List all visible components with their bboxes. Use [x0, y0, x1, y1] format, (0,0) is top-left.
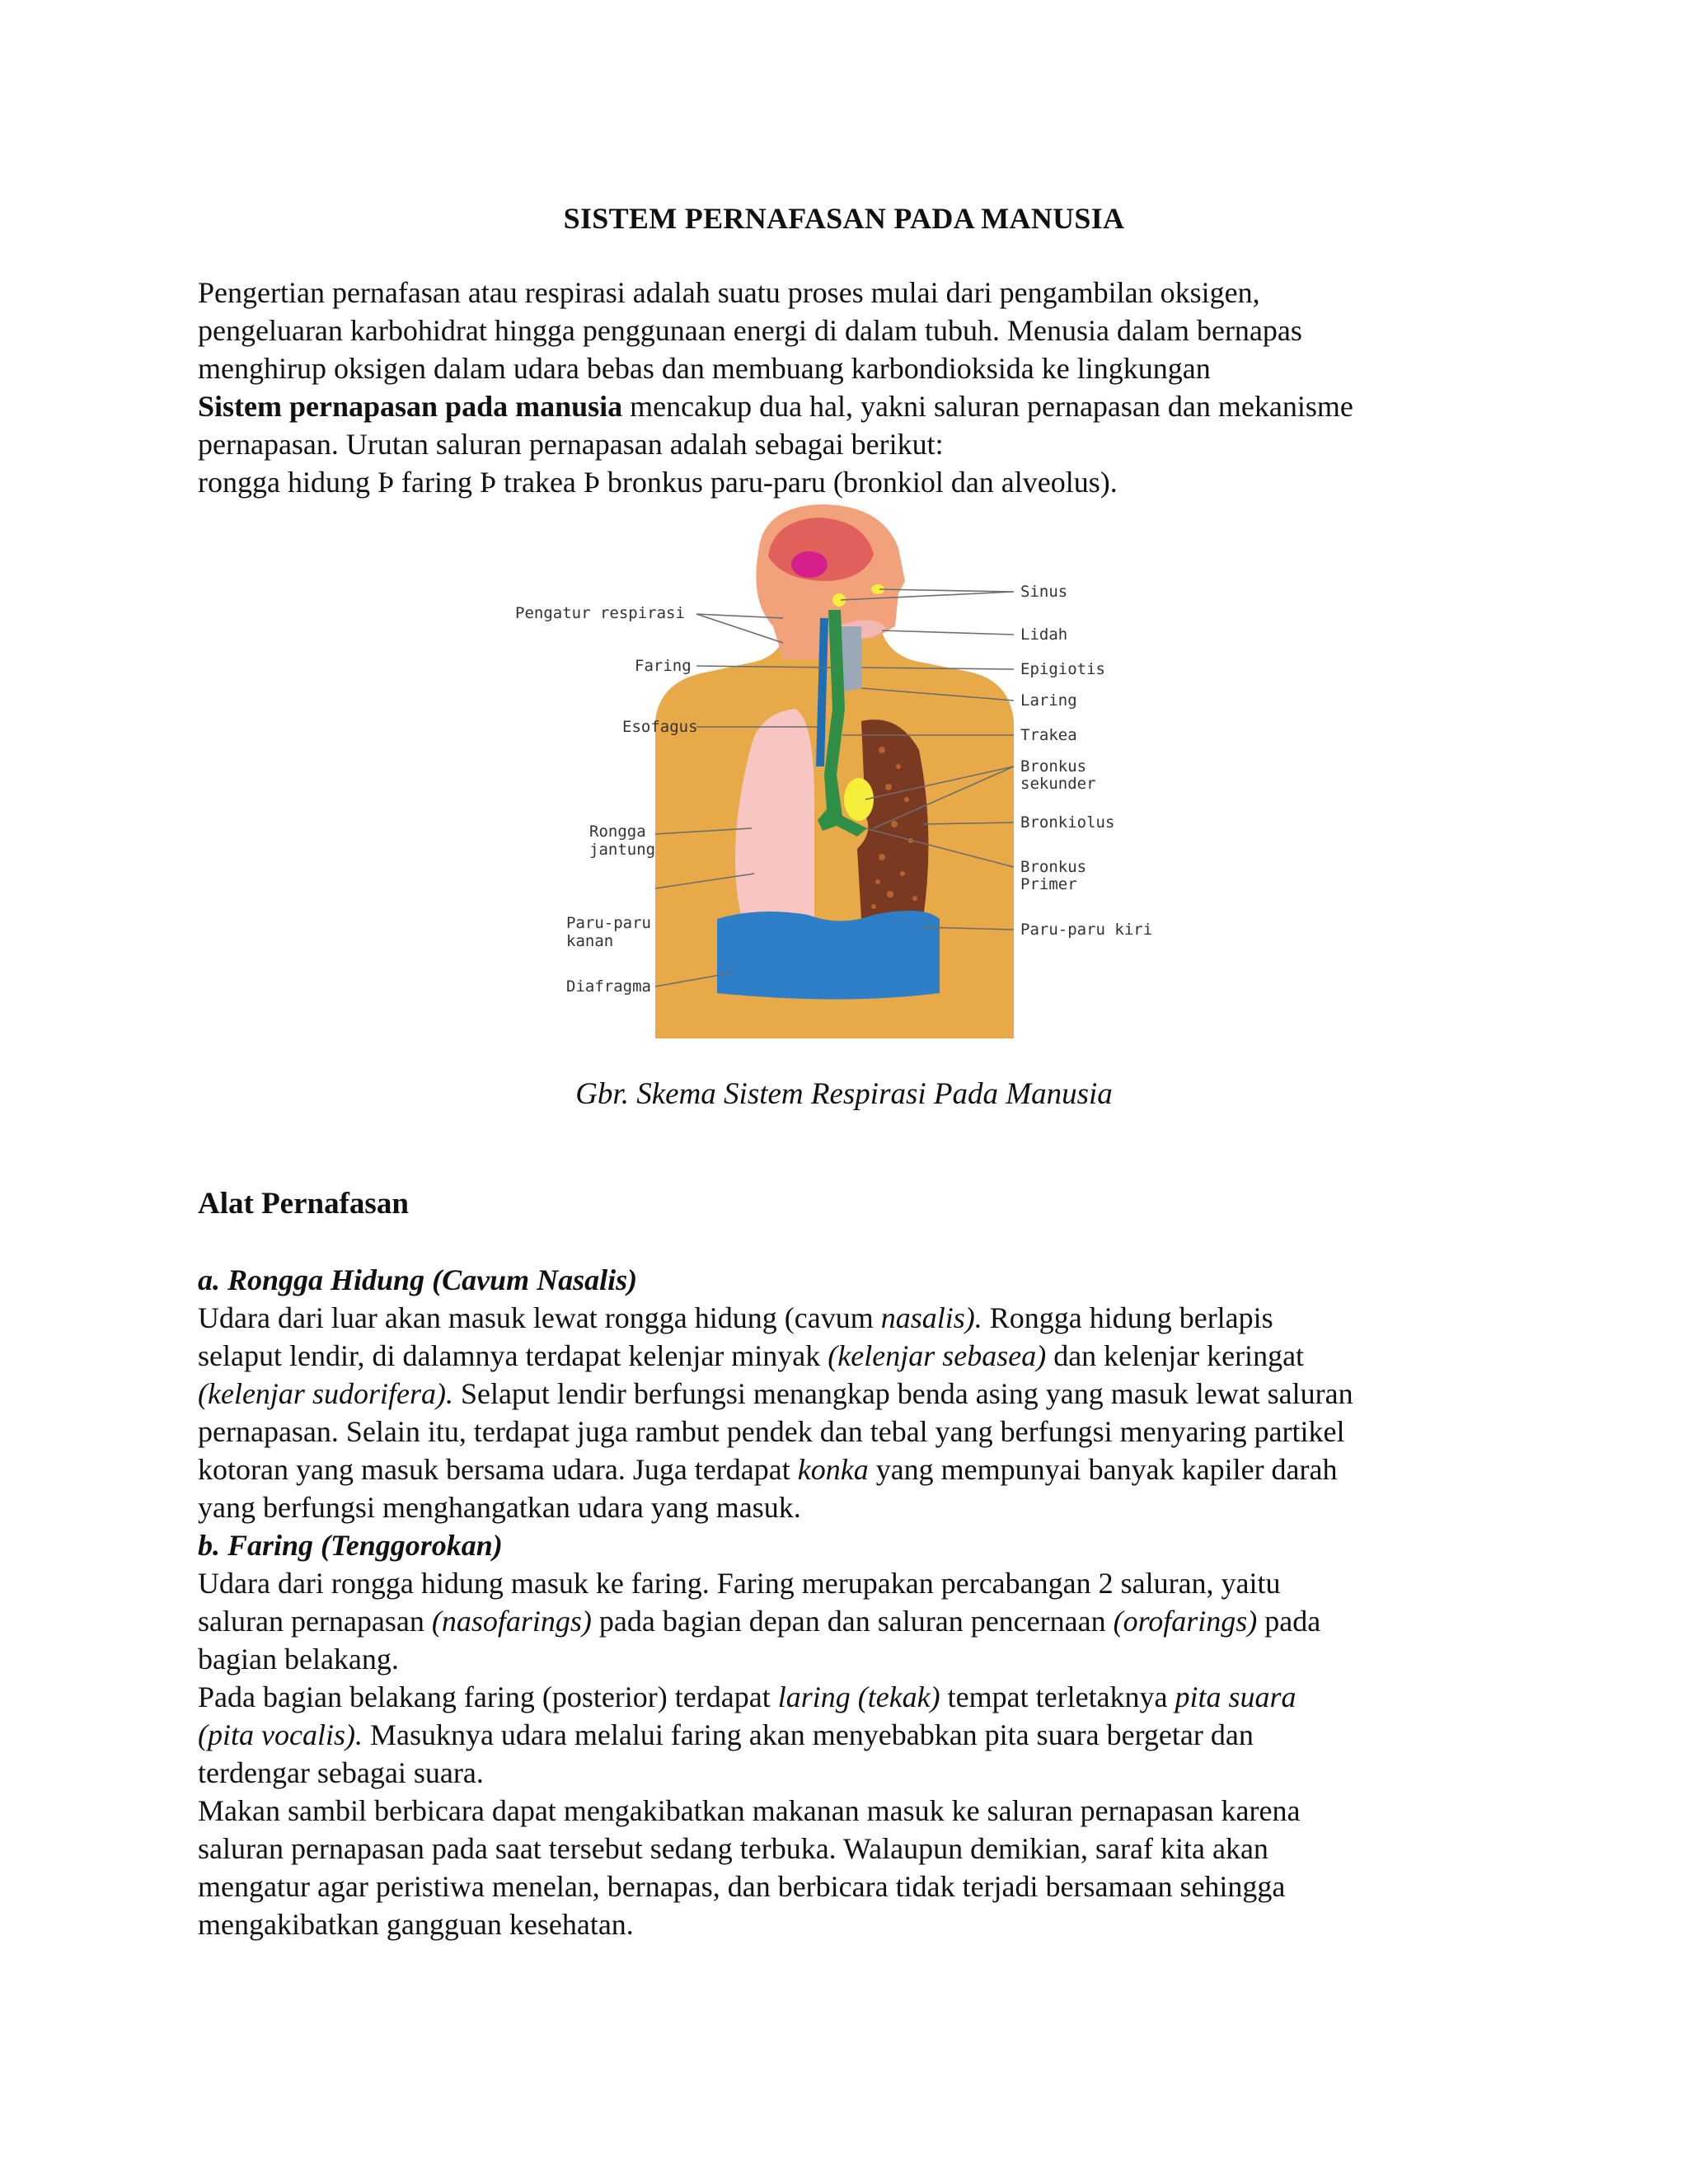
label-faring: Faring: [635, 657, 692, 675]
italic-term: nasalis).: [880, 1301, 982, 1334]
paragraph-line: [198, 1337, 1500, 1375]
intro-line: Pengertian pernafasan atau respirasi adalah suatu proses mulai dari pengambilan oksigen,: [198, 276, 1260, 309]
diaphragm-shape: [717, 911, 940, 999]
italic-term: (kelenjar sudorifera).: [198, 1377, 453, 1410]
text-run: Masuknya udara melalui faring akan menyebabkan pita suara bergetar dan: [362, 1718, 1254, 1751]
label-pengatur-respirasi: Pengatur respirasi: [515, 604, 685, 622]
label-sekunder: sekunder: [1020, 775, 1096, 793]
label-paru-paru: Paru-paru: [566, 914, 651, 932]
intro-text: mencakup dua hal, yakni saluran pernapasan dan mekanisme: [622, 390, 1353, 423]
label-sinus: Sinus: [1020, 583, 1068, 601]
paragraph-line: [198, 1678, 1500, 1716]
respiratory-diagram: [511, 503, 1170, 1043]
label-lidah: Lidah: [1020, 626, 1068, 644]
brain-center: [791, 551, 828, 578]
text-run: Selaput lendir berfungsi menangkap benda asing yang masuk lewat saluran: [452, 1377, 1353, 1410]
text-run: tempat terletaknya: [940, 1680, 1175, 1713]
paragraph-line: [198, 1451, 1500, 1488]
italic-term: (pita vocalis).: [198, 1718, 363, 1751]
paragraph-line: [198, 1299, 1500, 1337]
text-run: pada: [1257, 1605, 1321, 1638]
text-run: pada bagian depan dan saluran pencernaan: [591, 1605, 1114, 1638]
label-trakea: Trakea: [1020, 726, 1077, 744]
paragraph-line: [198, 1716, 1500, 1754]
label-paru-paru-kiri: Paru-paru kiri: [1020, 921, 1153, 939]
label-esofagus: Esofagus: [622, 718, 698, 736]
subsection-title-a: a. Rongga Hidung (Cavum Nasalis): [198, 1263, 638, 1296]
paragraph-line: Makan sambil berbicara dapat mengakibatkan makanan masuk ke saluran pernapasan karena: [198, 1794, 1301, 1827]
paragraph-line: bagian belakang.: [198, 1643, 399, 1675]
text-run: selaput lendir, di dalamnya terdapat kelenjar minyak: [198, 1339, 828, 1372]
italic-term: (nasofarings): [431, 1605, 592, 1638]
paragraph-line: terdengar sebagai suara.: [198, 1756, 484, 1789]
paragraph-line: pernapasan. Selain itu, terdapat juga rambut pendek dan tebal yang berfungsi menyaring partikel: [198, 1415, 1345, 1448]
italic-term: laring (tekak): [777, 1680, 940, 1713]
label-kanan: kanan: [566, 932, 614, 950]
intro-paragraph: [198, 274, 1500, 501]
label-bronkus-primer: Bronkus: [1020, 858, 1087, 876]
text-run: dan kelenjar keringat: [1046, 1339, 1305, 1372]
label-laring: Laring: [1020, 691, 1077, 710]
label-bronkus: Bronkus: [1020, 757, 1087, 776]
italic-term: (kelenjar sebasea): [828, 1339, 1047, 1372]
label-jantung: jantung: [589, 841, 656, 859]
paragraph-line: yang berfungsi menghangatkan udara yang masuk.: [198, 1491, 801, 1524]
heart-shape: [844, 778, 874, 821]
section-heading: Alat Pernafasan: [198, 1187, 409, 1221]
italic-term: (orofarings): [1113, 1605, 1258, 1638]
label-bronkiolus: Bronkiolus: [1020, 813, 1115, 832]
paragraph-line: [198, 1375, 1500, 1413]
intro-line: [198, 387, 1500, 425]
text-run: Udara dari luar akan masuk lewat rongga hidung (cavum: [198, 1301, 881, 1334]
paragraph-line: mengatur agar peristiwa menelan, bernapas, dan berbicara tidak terjadi bersamaan sehingga: [198, 1870, 1286, 1903]
italic-term: pita suara: [1175, 1680, 1296, 1713]
intro-line: rongga hidung Þ faring Þ trakea Þ bronkus paru-paru (bronkiol dan alveolus).: [198, 466, 1118, 499]
text-run: Pada bagian belakang faring (posterior) terdapat: [198, 1680, 778, 1713]
label-primer: Primer: [1020, 875, 1077, 893]
text-run: saluran pernapasan: [198, 1605, 432, 1638]
paragraph-line: mengakibatkan gangguan kesehatan.: [198, 1908, 634, 1941]
label-epigiotis: Epigiotis: [1020, 660, 1105, 678]
intro-line: pernapasan. Urutan saluran pernapasan adalah sebagai berikut:: [198, 428, 944, 461]
text-run: Rongga hidung berlapis: [982, 1301, 1273, 1334]
respiratory-system-figure: [511, 503, 1170, 1043]
subsection-title-b: b. Faring (Tenggorokan): [198, 1529, 503, 1562]
text-run: yang mempunyai banyak kapiler darah: [868, 1453, 1338, 1486]
label-rongga: Rongga: [589, 823, 646, 841]
bold-term: Sistem pernapasan pada manusia: [198, 390, 623, 423]
intro-line: menghirup oksigen dalam udara bebas dan membuang karbondioksida ke lingkungan: [198, 352, 1211, 385]
paragraph-line: Udara dari rongga hidung masuk ke faring. Faring merupakan percabangan 2 saluran, yaitu: [198, 1567, 1281, 1600]
paragraph-line: saluran pernapasan pada saat tersebut sedang terbuka. Walaupun demikian, saraf kita akan: [198, 1832, 1268, 1865]
paragraph-line: [198, 1602, 1500, 1640]
text-run: kotoran yang masuk bersama udara. Juga terdapat: [198, 1453, 798, 1486]
intro-line: pengeluaran karbohidrat hingga penggunaan energi di dalam tubuh. Menusia dalam bernapas: [198, 314, 1302, 347]
page-title: SISTEM PERNAFASAN PADA MANUSIA: [563, 202, 1125, 235]
body-text: [198, 1261, 1500, 1943]
figure-caption: Gbr. Skema Sistem Respirasi Pada Manusia: [575, 1077, 1113, 1111]
label-diafragma: Diafragma: [566, 977, 651, 996]
italic-term: konka: [797, 1453, 869, 1486]
